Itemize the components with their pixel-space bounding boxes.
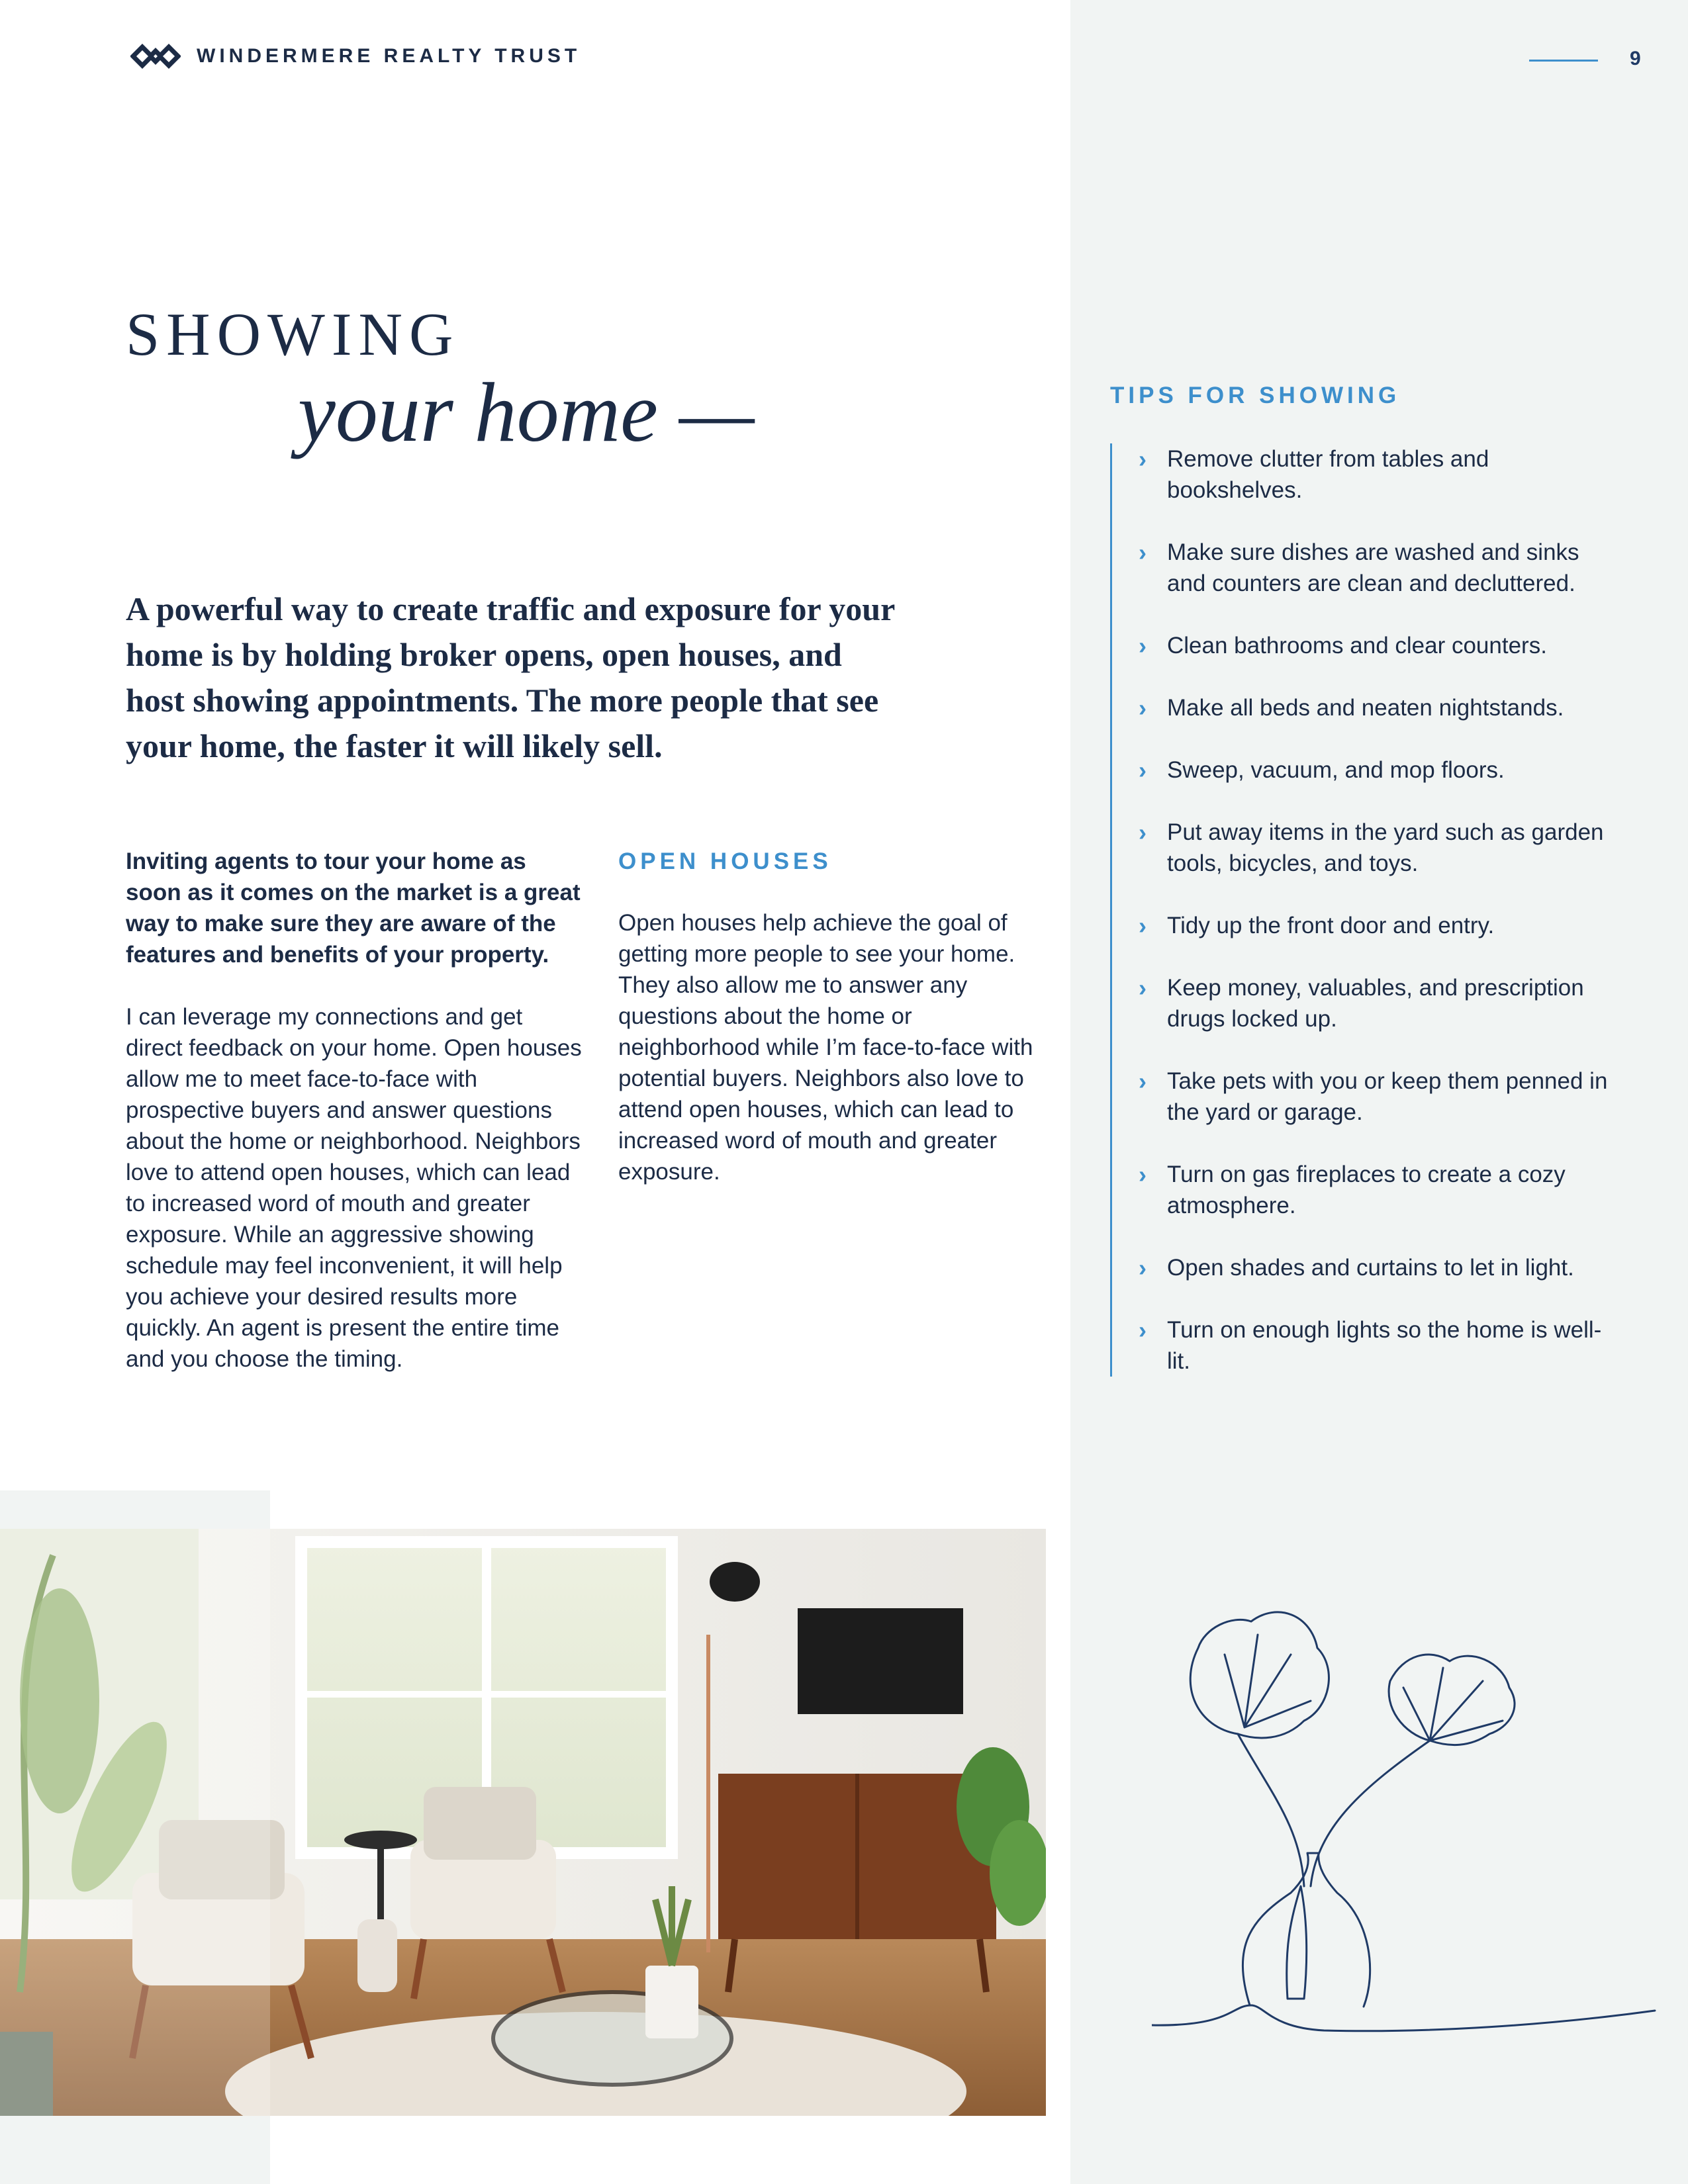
page-number-rule <box>1529 60 1598 62</box>
chevron-right-icon: › <box>1139 539 1147 566</box>
page-title-line-2: your home — <box>298 365 755 459</box>
tip-text: Sweep, vacuum, and mop floors. <box>1167 757 1505 783</box>
tip-text: Keep money, valuables, and prescription drugs locked up. <box>1167 975 1584 1032</box>
open-houses-body: Open houses help achieve the goal of getting more people to see your home. They also allow me to answer any questions about the home or neighborhood while I’m face-to-face with potential buyers. Neighbors also love to attend open houses, which can lead to increased word of mouth and greater exposure. <box>618 910 1033 1185</box>
intro-paragraph: A powerful way to create traffic and exposure for your home is by holding broker opens, open houses, and host showing appointments. The more people that see your home, the faster it will likely sell. <box>126 590 895 764</box>
tip-item <box>1139 754 1613 786</box>
brand-logo <box>130 41 581 71</box>
chevron-right-icon: › <box>1139 912 1147 939</box>
tip-text: Make sure dishes are washed and sinks and counters are clean and decluttered. <box>1167 539 1579 596</box>
left-column <box>126 846 583 1375</box>
brand-name: WINDERMERE REALTY TRUST <box>197 45 581 67</box>
tip-text: Turn on enough lights so the home is well-lit. <box>1167 1317 1602 1374</box>
page-number: 9 <box>1630 48 1641 69</box>
tips-list <box>1110 443 1613 1377</box>
chevron-right-icon: › <box>1139 974 1147 1001</box>
chevron-right-icon: › <box>1139 819 1147 846</box>
chevron-right-icon: › <box>1139 445 1147 473</box>
tip-text: Make all beds and neaten nightstands. <box>1167 695 1564 721</box>
plant-line-drawing <box>1152 1575 1662 2052</box>
chevron-right-icon: › <box>1139 632 1147 659</box>
tip-text: Clean bathrooms and clear counters. <box>1167 633 1547 659</box>
windermere-logo-icon <box>130 41 181 71</box>
chevron-right-icon: › <box>1139 1068 1147 1095</box>
left-column-body: I can leverage my connections and get direct feedback on your home. Open houses allow me to meet face-to-face with prospective buyers and answer questions about the home or neighborhood. Neighbors love to attend open houses, which can lead to increased word of mouth and greater exposure. While an aggressive showing schedule may feel inconvenient, it will help you achieve your desired results more quickly. An agent is present the entire time and you choose the timing. <box>126 1004 582 1372</box>
tip-text: Open shades and curtains to let in light. <box>1167 1255 1574 1281</box>
chevron-right-icon: › <box>1139 1254 1147 1281</box>
tip-item <box>1139 692 1613 723</box>
open-houses-heading: OPEN HOUSES <box>618 848 832 874</box>
tip-item <box>1139 1066 1613 1128</box>
tip-text: Tidy up the front door and entry. <box>1167 913 1495 938</box>
tip-item <box>1139 1314 1613 1377</box>
tip-item <box>1139 1252 1613 1283</box>
left-column-lead: Inviting agents to tour your home as soon as it comes on the market is a great way to make sure they are aware of the features and benefits of your property. <box>126 848 581 968</box>
chevron-right-icon: › <box>1139 694 1147 721</box>
tip-item <box>1139 972 1613 1034</box>
tip-text: Put away items in the yard such as garden tools, bicycles, and toys. <box>1167 819 1604 876</box>
tip-text: Remove clutter from tables and bookshelves. <box>1167 446 1489 503</box>
tips-for-showing <box>1110 383 1613 1377</box>
tip-item <box>1139 630 1613 661</box>
tips-heading: TIPS FOR SHOWING <box>1110 383 1401 408</box>
tip-item <box>1139 443 1613 506</box>
page-title-line-1: SHOWING <box>126 300 460 368</box>
living-room-illustration <box>0 1529 1046 2116</box>
chevron-right-icon: › <box>1139 756 1147 784</box>
chevron-right-icon: › <box>1139 1316 1147 1343</box>
tip-text: Take pets with you or keep them penned in the yard or garage. <box>1167 1068 1608 1125</box>
chevron-right-icon: › <box>1139 1161 1147 1188</box>
tip-item <box>1139 1159 1613 1221</box>
living-room-photo <box>0 1529 1046 2116</box>
tip-item <box>1139 817 1613 879</box>
tip-item <box>1139 537 1613 599</box>
tip-item <box>1139 910 1613 941</box>
open-houses-section <box>618 846 1055 1187</box>
tip-text: Turn on gas fireplaces to create a cozy atmosphere. <box>1167 1161 1566 1218</box>
